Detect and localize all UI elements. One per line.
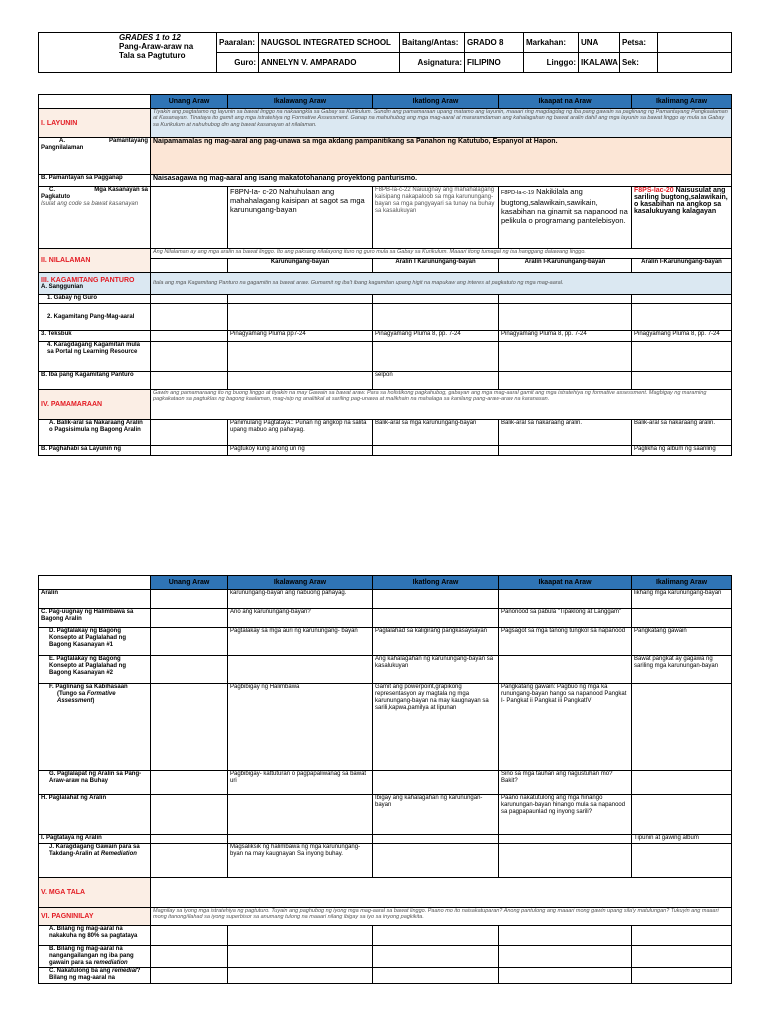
pagtalakay1-day3: Paglalahad sa kaligirang pangkasaysayan <box>373 628 499 656</box>
pag-uugnay-label: C. Pag-uugnay ng Halimbawa sa Bagong Aralin <box>39 609 151 628</box>
linggo-value: IKALAWA <box>579 53 620 73</box>
p2-day-5-header: Ikalimang Araw <box>632 576 732 590</box>
kagamitang-pang-row <box>39 304 732 331</box>
pagganap-label: B. Pamantayan sa Pagganap <box>39 175 151 187</box>
petsa-label: Petsa: <box>620 33 658 53</box>
pagtataya-day5: Tipunin at gawing album <box>632 835 732 844</box>
kasanayan-day5 <box>632 187 732 249</box>
title-line3: Tala sa Pagtuturo <box>119 51 186 60</box>
pamamaraan-row <box>39 390 732 420</box>
nilalaman-day2: Karunungang-bayan <box>228 259 373 273</box>
title-grades: GRADES 1 to 12 <box>119 33 181 42</box>
paghahabi-label: B. Paghahabi sa Layunin ng <box>39 446 151 456</box>
kasanayan-label-c: Pagkatuto <box>41 194 71 200</box>
petsa-value <box>658 33 732 53</box>
balik-aral-day2: Panimulang Pagtataya:: Punan ng angkop na salita upang mabuo ang pahayag. <box>228 420 373 446</box>
sanggunian-label: A. Sanggunian <box>41 283 83 290</box>
paglalapat-day2: Pagbibigay- kattuturan o pagpapaliwanag sa bawat uri <box>228 771 373 795</box>
pagninilay-row <box>39 908 732 926</box>
pagtataya-row <box>39 835 732 844</box>
bilang-c-label <box>39 968 151 984</box>
bilang-c-label-c: ? Bilang ng mag-aaral na <box>49 968 141 981</box>
pangnilalaman-label <box>39 138 151 175</box>
teksbuk-day4: Pinagyamang Pluma 8, pp. 7-24 <box>499 331 632 342</box>
mga-tala-row <box>39 878 732 908</box>
kagamitan-label <box>39 273 151 295</box>
pagganap-row <box>39 175 732 187</box>
pagtalakay2-row <box>39 656 732 684</box>
pag-uugnay-day2: Ano ang karunungang-bayan? <box>228 609 373 628</box>
sek-label: Sek: <box>620 53 658 73</box>
mga-tala-label: V. MGA TALA <box>39 878 151 908</box>
takdang-aralin-label <box>39 844 151 878</box>
bilang-b-label-b: remediation <box>93 960 128 966</box>
kasanayan-day3: F8PB-Ia-c-22 Naiuugnay ang mahahalagang kaisipang nakapaloob sa mga karunungang-bayan sa mga pangyayari sa tunay na buhay sa kasalukuyan <box>373 187 499 249</box>
bilang-a-label: A. Bilang ng mag-aaral na nakakuha ng 80% sa pagtataya <box>39 926 151 946</box>
pagninilay-label: VI. PAGNINILAY <box>39 908 151 926</box>
layunin-label: I. LAYUNIN <box>39 109 151 138</box>
pag-uugnay-row <box>39 609 732 628</box>
p2-day-2-header: Ikalawang Araw <box>228 576 373 590</box>
pangnilalaman-label-c: Pangnilalaman <box>41 145 84 151</box>
lesson-table-page2 <box>38 575 732 984</box>
asignatura-label: Asignatura: <box>400 53 465 73</box>
baitang-value: GRADO 8 <box>465 33 524 53</box>
pamamaraan-note: Gawin ang pamamaraang ito ng buong linggo at tiyakin na may Gawain sa bawat araw. Para sa holistikong pagkahubog, gabayan ang mga mag-aaral gamit ang mga istratehiya ng formative assessment. Magbigay ng maraming pagkakataon sa pagtuklas ng bagong kaalaman, mag-isip ng analitikal at sariling pag-unawa at malikhain na mahalaga sa kanilang pang-araw-araw na karanasan. <box>151 390 732 420</box>
days-header-row <box>39 95 732 109</box>
kasanayan-day4-code: F8PD-Ia-c-19 <box>501 190 535 196</box>
bilang-b-row <box>39 946 732 968</box>
nilalaman-day4: Aralin I-Karunungang-bayan <box>499 259 632 273</box>
nilalaman-day5: Aralin I-Karunungang-bayan <box>632 259 732 273</box>
balik-aral-day4: Balik-aral sa nakaraang aralin. <box>499 420 632 446</box>
iba-pang-label: B. Iba pang Kagamitang Panturo <box>39 372 151 390</box>
karagdagang-label: 4. Karagdagang Kagamitan mula sa Portal ng Learning Resource <box>39 342 151 372</box>
kagamitan-row <box>39 273 732 295</box>
pagninilay-note: Magnilay sa iyong mga istratehiya ng pagtuturo. Tuyain ang paghubog ng iyong mga mag-aaral sa bawat linggo. Paano mo ito naisakatuparan? Anong pantulong ang maaari mong gawin upang sila'y matulungan? Tukuyin ang maaari mong itanong/ilahad sa iyong superbisor sa anumang tulong na maaari nilang ibigay sa iyo sa inyong pagkikita. <box>151 908 732 926</box>
paglinang-day4: Pangkatang gawain: Pagbuo ng mga ka runungang-bayan hango sa napanood Pangkat I- Pangkat ii Pangkat iii PangkatIV <box>499 684 632 771</box>
nilalaman-note: Ang Nilalaman ay ang mga aralin sa bawat linggo. Ito ang paksang nilalayong ituro ng guro mula sa Gabay sa Kurikulum. Maaari itong tumagal ng isa hanggang dalawang linggo. <box>151 249 732 259</box>
asignatura-value: FILIPINO <box>465 53 524 73</box>
pagtalakay2-label: E. Pagtalakay ng Bagong Konsepto at Paglalahad ng Bagong Kasanayan #2 <box>39 656 151 684</box>
nilalaman-note-row <box>39 249 732 259</box>
kasanayan-row <box>39 187 732 249</box>
p2-day-3-header: Ikatlong Araw <box>373 576 499 590</box>
nilalaman-label: II. NILALAMAN <box>39 249 151 273</box>
kagamitan-note: Itala ang mga Kagamitang Panturo na gagamitin sa bawat araw. Gumamit ng iba't ibang kagamitan upang higit na mapukaw ang interes at pagkatuto ng mga mag-aaral. <box>151 273 732 295</box>
pagtalakay2-day3: Ang kahalagahan ng karunungang-bayan sa kasalukuyan <box>373 656 499 684</box>
aralin-day2: karunungang-bayan ang nabuong pahayag. <box>228 590 373 609</box>
sek-value <box>658 53 732 73</box>
bilang-a-row <box>39 926 732 946</box>
iba-pang-row <box>39 372 732 390</box>
days-header-row-page2 <box>39 576 732 590</box>
paglalapat-row <box>39 771 732 795</box>
balik-aral-day3: Balik-aral sa mga karunungang-bayan <box>373 420 499 446</box>
nilalaman-day3: Aralin I Karunungang-bayan <box>373 259 499 273</box>
paglalahat-row <box>39 795 732 835</box>
pangnilalaman-row <box>39 138 732 175</box>
guro-value: ANNELYN V. AMPARADO <box>259 53 400 73</box>
takdang-aralin-label-a: J. Karagdagang Gawain para sa Takdang-Aralin at <box>49 844 140 857</box>
paghahabi-day2: Pagtukoy kung anong uri ng <box>228 446 373 456</box>
teksbuk-day3: Pinagyamang Pluma 8, pp. 7-24 <box>373 331 499 342</box>
pagtataya-label: I. Pagtataya ng Aralin <box>39 835 151 844</box>
gabay-label: 1. Gabay ng Guro <box>39 295 151 304</box>
title-line2: Pang-Araw-araw na <box>119 42 194 51</box>
kasanayan-day5-code: F8PS-Iac-20 <box>634 187 674 194</box>
teksbuk-label: 3. Teksbuk <box>39 331 151 342</box>
p2-day-1-header: Unang Araw <box>151 576 228 590</box>
takdang-aralin-label-b: Remediation <box>100 851 137 857</box>
iba-pang-day3: selpon <box>373 372 499 390</box>
aralin-row <box>39 590 732 609</box>
kasanayan-label-a: C. <box>49 187 55 193</box>
day-4-header: Ikaapat na Araw <box>499 95 632 109</box>
paglalapat-label: G. Paglalapat ng Aralin sa Pang-Araw-araw na Buhay <box>39 771 151 795</box>
layunin-note: Tiyakin ang pagtatamo ng layunin sa bawat linggo na nakaangkla sa Gabay sa Kurikulum. Sundin ang pamamaraan upang matamo ang layunin, maaari ring magdagdag ng iba pang gawain sa paglinang ng Pamantayang Pangkaalaman at Kasanayan. Tinataya ito gamit ang mga istratehiya ng Formative Assessment. Ganap na mahuhubog ang mga mag-aaral at mararamdaman ang kahalagahan ng bawat aralin dahil ang mga layunin sa bawat linggo ay mula sa Gabay sa Kurikulum at nahuhubog din ang bawat kasanayan at nilalaman. <box>151 109 732 138</box>
gabay-row <box>39 295 732 304</box>
kasanayan-label-note: Isulat ang code sa bawat kasanayan <box>41 201 139 207</box>
teksbuk-row <box>39 331 732 342</box>
day-2-header: Ikalawang Araw <box>228 95 373 109</box>
pangnilalaman-value: Naipamamalas ng mag-aaral ang pag-unawa sa mga akdang pampanitikang sa Panahon ng Katutubo, Espanyol at Hapon. <box>151 138 732 175</box>
pagtalakay1-label: D. Pagtalakay ng Bagong Konsepto at Paglalahad ng Bagong Kasanayan #1 <box>39 628 151 656</box>
takdang-aralin-day2: Magsaliksik ng halimbawa ng mga karunungang-byan na may kaugnayan Sa inyong buhay. <box>228 844 373 878</box>
paglinang-label-c: Formative Assessment <box>57 691 116 704</box>
kasanayan-day4-text: Nakikilala ang bugtong,salawikain,sawikain, kasabihan na ginamit sa napanood na pelikula o programang pantelebisyon. <box>501 187 628 225</box>
aralin-day5: likhang mga karunungang-bayan <box>632 590 732 609</box>
markahan-label: Markahan: <box>524 33 579 53</box>
kasanayan-label-b: Mga Kasanayan sa <box>94 187 148 193</box>
form-title <box>39 33 217 73</box>
bilang-c-row <box>39 968 732 984</box>
paglinang-label: F. Paglinang sa Kabihasaan (Tungo sa Formative Assessment) <box>39 684 151 771</box>
paglinang-label-a: F. Paglinang sa Kabihasaan <box>49 684 128 690</box>
teksbuk-day5: Pinagyamang Pluma 8, pp. 7-24 <box>632 331 732 342</box>
paghahabi-row <box>39 446 732 456</box>
paglalahat-label: H. Paglalahat ng Aralin <box>39 795 151 835</box>
linggo-label: Linggo: <box>524 53 579 73</box>
day-3-header: Ikatlong Araw <box>373 95 499 109</box>
kasanayan-day4 <box>499 187 632 249</box>
bilang-b-label-a: B. Bilang ng mag-aaral na nangangailangan ng iba pang gawain para sa <box>49 946 134 966</box>
bilang-c-label-b: remedial <box>112 968 137 974</box>
kasanayan-label <box>39 187 151 249</box>
pagganap-value: Naisasagawa ng mag-aaral ang isang makatotohanang proyektong panturismo. <box>151 175 732 187</box>
paglinang-label-b: (Tungo sa <box>57 691 86 697</box>
markahan-value: UNA <box>579 33 620 53</box>
pagtalakay1-day4: Pagsagot sa mga tanong tungkol sa napanood <box>499 628 632 656</box>
balik-aral-day5: Balik-aral sa nakaraang aralin. <box>632 420 732 446</box>
lesson-table-page1 <box>38 94 732 456</box>
pangnilalaman-label-b: Pamantayang <box>108 138 148 144</box>
kagamitan-label-title: III. KAGAMITANG PANTURO <box>41 276 135 284</box>
kagamitang-pang-label: 2. Kagamitang Pang-Mag-aaral <box>39 304 151 331</box>
paglinang-row <box>39 684 732 771</box>
teksbuk-day2: Pinagyamang Pluma pp7-24 <box>228 331 373 342</box>
takdang-aralin-row <box>39 844 732 878</box>
pagtalakay1-day5: Pangkatang gawain <box>632 628 732 656</box>
paaralan-value: NAUGSOL INTEGRATED SCHOOL <box>259 33 400 53</box>
layunin-row <box>39 109 732 138</box>
pagtalakay2-day5: Bawat pangkat ay gagawa ng sariling mga karunungan-bayan <box>632 656 732 684</box>
karagdagang-row <box>39 342 732 372</box>
pagtalakay1-day2: Pagtalakay sa mga auri ng karunungang- bayan <box>228 628 373 656</box>
paaralan-label: Paaralan: <box>217 33 259 53</box>
day-5-header: Ikalimang Araw <box>632 95 732 109</box>
kasanayan-day5-text: Naisusulat ang sariling bugtong,salawikain, o kasabihan na angkop sa kasalukuyang kalagayan <box>634 187 728 215</box>
paghahabi-day5: Paglikha ng album ng saariling <box>632 446 732 456</box>
guro-label: Guro: <box>217 53 259 73</box>
balik-aral-label: A. Balik-aral sa Nakaraang Aralin o Pagsisimula ng Bagong Aralin <box>39 420 151 446</box>
pag-uugnay-day4: Panonood sa pabula "Tipaklong at Langgam" <box>499 609 632 628</box>
pagtalakay1-row <box>39 628 732 656</box>
header-table <box>38 32 732 73</box>
balik-aral-row <box>39 420 732 446</box>
paglinang-day2: Pagbibigay ng Halimbawa <box>228 684 373 771</box>
paglalahat-day3: Ibigay ang kahalagahan ng karunungan-bayan <box>373 795 499 835</box>
p2-day-4-header: Ikaapat na Araw <box>499 576 632 590</box>
paglinang-day3: Gamit ang powerpoint,grapikong representasyon ay magtala ng mga karunungang-bayan na may kaugnayan sa sarili,kapwa,pamilya at lipunan <box>373 684 499 771</box>
paglalahat-day4: Paano nakatutulong ang mga hinango karunungan-bayan hinango mula sa napanood sa pagpapaunlad ng inyong sarili? <box>499 795 632 835</box>
baitang-label: Baitang/Antas: <box>400 33 465 53</box>
paglalapat-day4: Sino sa mga tauhan ang nagustuhan mo? Bakit? <box>499 771 632 795</box>
bilang-c-label-a: C. Nakatulong ba ang <box>49 968 111 974</box>
day-1-header: Unang Araw <box>151 95 228 109</box>
pangnilalaman-label-a: A. <box>59 138 65 144</box>
aralin-label: Aralin <box>39 590 151 609</box>
kasanayan-day2: F8PN-Ia- c-20 Nahuhulaan ang mahahalagang kaisipan at sagot sa mga karunungang-bayan <box>228 187 373 249</box>
bilang-b-label <box>39 946 151 968</box>
pamamaraan-label: IV. PAMAMARAAN <box>39 390 151 420</box>
